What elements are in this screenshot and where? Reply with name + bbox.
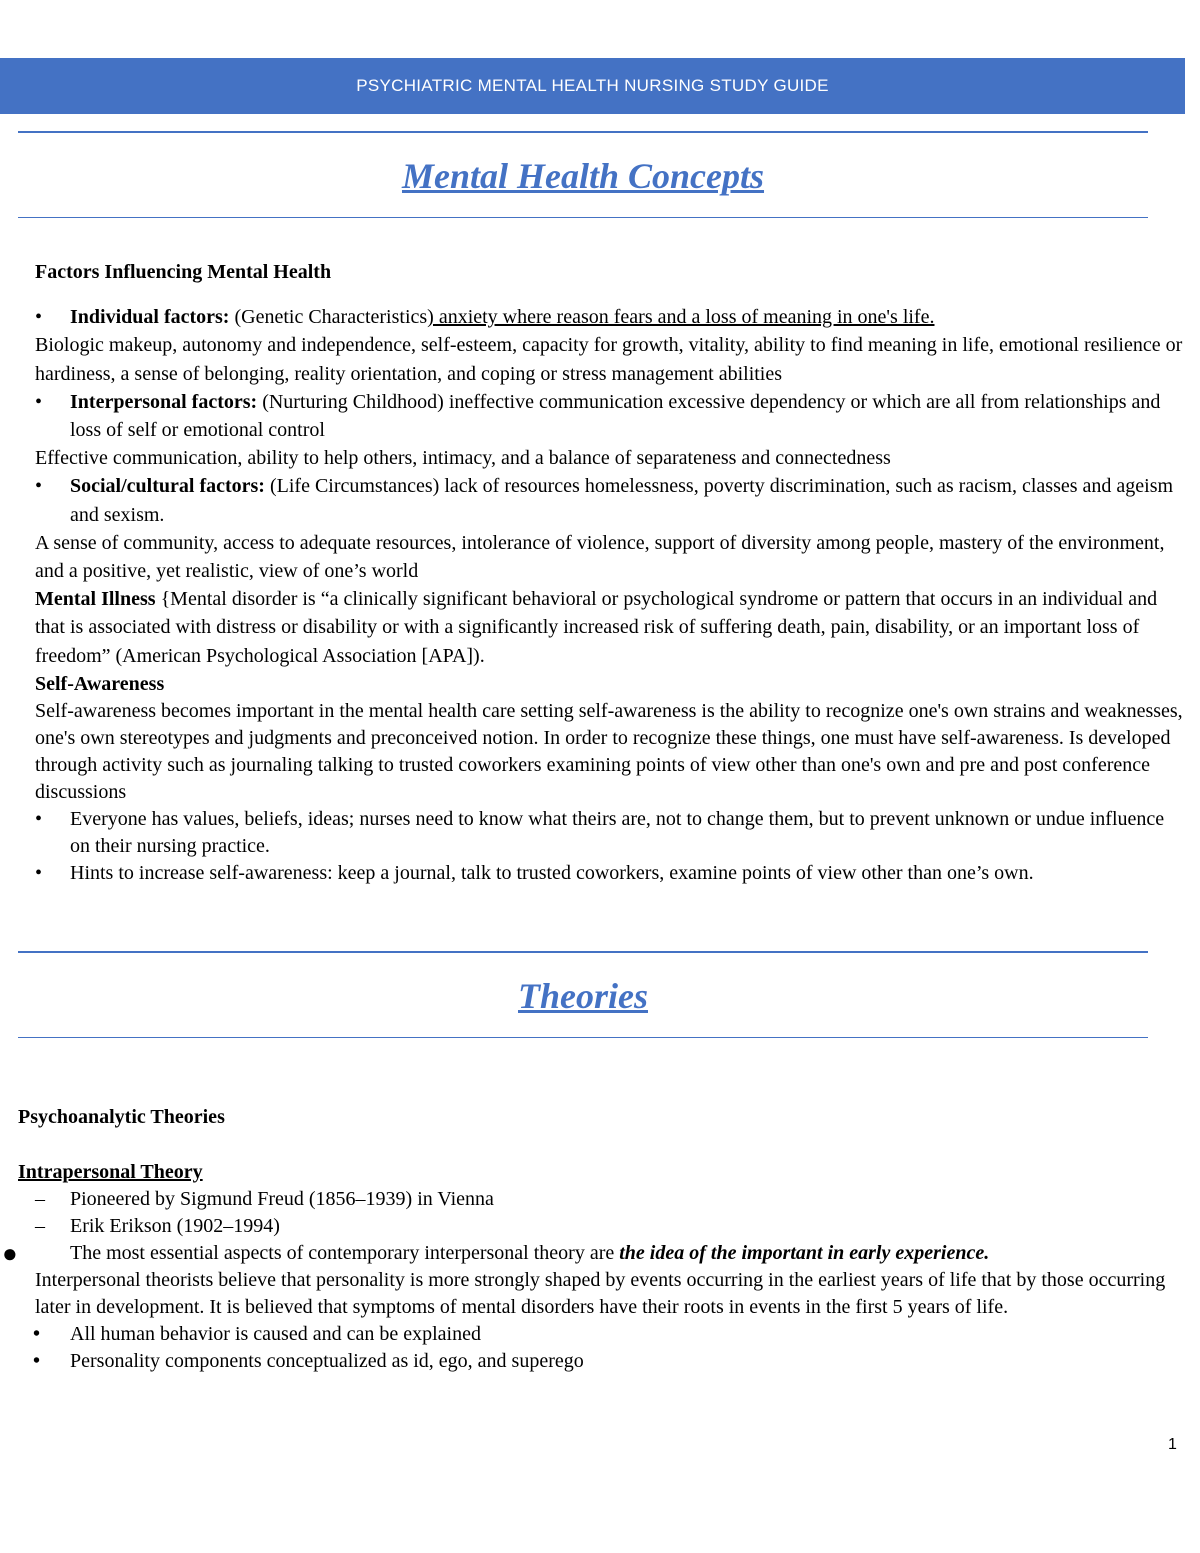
bullet: • (35, 306, 43, 329)
bullet: • (35, 862, 43, 885)
list-item: • All human behavior is caused and can be explained (33, 1323, 481, 1345)
self-awareness-paragraph: Self-awareness becomes important in the mental health care setting self-awareness is the ability to recognize one's own strains and weaknesses, one's own stereotypes and judgments and preconceived notion. In order to recognize these things, one must have self-awareness. Is developed through activity such as journaling talking to trusted coworkers examining points of view other than one's own and pre and post conference discussions (35, 700, 1183, 804)
mental-illness-paragraph (35, 585, 1185, 670)
mental-health-concepts-body (35, 258, 1185, 887)
list-item: – Pioneered by Sigmund Freud (1856–1939) in Vienna (35, 1188, 494, 1210)
section-title-theories: Theories (518, 976, 648, 1016)
social-factors-positive: A sense of community, access to adequate resources, intolerance of violence, support of diversity among people, mastery of the environment, and a positive, yet realistic, view of one’s world (35, 531, 1165, 583)
essential-aspects-paragraph: ● The most essential aspects of contemporary interpersonal theory are the idea of the important in early experience. (2, 1239, 990, 1268)
bullet: • (35, 808, 43, 831)
social-factors-label: Social/cultural factors: (70, 475, 265, 498)
individual-factors-underlined: ) anxiety where reason fears and a loss of meaning in one's life. (427, 306, 935, 329)
self-awareness-heading: Self-Awareness (35, 672, 165, 695)
interpersonal-factors-positive: Effective communication, ability to help others, intimacy, and a balance of separateness and connectedness (35, 447, 891, 470)
divider-top (18, 131, 1148, 133)
individual-factors-item (35, 303, 1185, 331)
essential-emphasis: the idea of the important in early experience. (619, 1242, 990, 1264)
mental-illness-label: Mental Illness (35, 588, 156, 611)
psychoanalytic-heading: Psychoanalytic Theories (18, 1106, 225, 1128)
bullet: • (35, 475, 43, 498)
divider-bottom (18, 1037, 1148, 1038)
values-item: • Everyone has values, beliefs, ideas; nurses need to know what theirs are, not to change them, but to prevent unknown or undue influence on their nursing practice. (35, 808, 1165, 858)
bullet: • (35, 390, 43, 413)
interpersonal-factors-text: (Nurturing Childhood) ineffective communication excessive dependency or which are all from relationships and loss of self or emotional control (70, 390, 1161, 442)
social-factors-item (35, 472, 1185, 528)
intrapersonal-heading: Intrapersonal Theory (18, 1161, 203, 1183)
header-banner: PSYCHIATRIC MENTAL HEALTH NURSING STUDY GUIDE (0, 58, 1185, 114)
interpersonal-factors-label: Interpersonal factors: (70, 390, 258, 413)
list-item: – Erik Erikson (1902–1994) (35, 1215, 280, 1237)
individual-factors-label: Individual factors: (70, 306, 230, 329)
hints-item: • Hints to increase self-awareness: keep a journal, talk to trusted coworkers, examine points of view other than one’s own. (35, 860, 1185, 887)
individual-factors-positive: Biologic makeup, autonomy and independence, self-esteem, capacity for growth, vitality, ability to find meaning in life, emotional resilience or hardiness, a sense of belonging, reality orientation, and coping or stress management abilities (35, 334, 1183, 385)
divider-bottom (18, 217, 1148, 218)
individual-factors-paren: (Genetic Characteristics (229, 306, 428, 329)
section-title-mental-health-concepts: Mental Health Concepts (401, 156, 765, 196)
page-number: 1 (1168, 1436, 1177, 1453)
bullet-icon: ● (2, 1239, 18, 1268)
interpersonal-factors-item (35, 388, 1185, 444)
mental-illness-text: {Mental disorder is “a clinically significant behavioral or psychological syndrome or pattern that occurs in an individual and that is associated with distress or disability or with a significantly increased risk of suffering death, pain, disability, or an important loss of freedom” (American Psychological Association [APA]). (35, 588, 1158, 667)
social-factors-text: (Life Circumstances) lack of resources homelessness, poverty discrimination, such as racism, classes and ageism and sexism. (70, 475, 1174, 526)
theories-body (2, 1104, 1188, 1375)
divider-top (18, 951, 1148, 953)
interpersonal-theorists-paragraph: Interpersonal theorists believe that personality is more strongly shaped by events occurring in the earliest years of life that by those occurring later in development. It is believed that symptoms of mental disorders have their roots in events in the first 5 years of life. (35, 1269, 1166, 1318)
list-item: • Personality components conceptualized as id, ego, and superego (33, 1350, 584, 1372)
factors-heading: Factors Influencing Mental Health (35, 261, 332, 283)
